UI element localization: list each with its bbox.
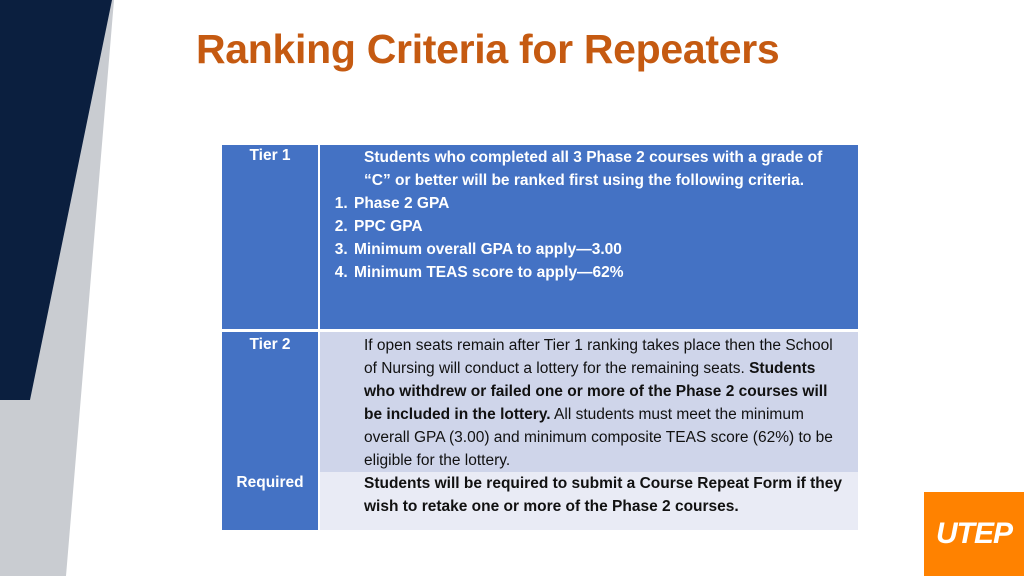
tier1-intro: Students who completed all 3 Phase 2 courses with a grade of “C” or better will be ranked first using the following criteria.: [364, 149, 823, 189]
tier1-label: Tier 1: [222, 145, 319, 331]
slide-title: Ranking Criteria for Repeaters: [196, 26, 780, 72]
criteria-item: 2. PPC GPA: [352, 215, 858, 238]
tier2-text-part2: All students must meet the minimum overall GPA (3.00) and minimum composite TEAS score (62%) to be eligible for the lottery.: [364, 406, 833, 469]
tier2-content: [319, 331, 858, 473]
utep-logo-text: UTEP: [935, 517, 1012, 550]
required-row: [222, 472, 858, 530]
criteria-item: 3. Minimum overall GPA to apply—3.00: [352, 238, 858, 261]
required-label: Required: [222, 472, 319, 530]
slide-side-decoration: [0, 0, 130, 576]
required-text: Students will be required to submit a Course Repeat Form if they wish to retake one or more of the Phase 2 courses.: [364, 475, 842, 515]
tier1-criteria-list: [320, 192, 858, 284]
tier1-content: [319, 145, 858, 331]
tier2-text-bold: Students who withdrew or failed one or more of the Phase 2 courses will be included in the lottery.: [364, 360, 828, 423]
criteria-item: 1. Phase 2 GPA: [352, 192, 858, 215]
required-content: [319, 472, 858, 530]
tier2-row: [222, 331, 858, 473]
tier1-row: [222, 145, 858, 331]
criteria-item: 4. Minimum TEAS score to apply—62%: [352, 261, 858, 284]
tier2-text-part1: If open seats remain after Tier 1 ranking takes place then the School of Nursing will conduct a lottery for the remaining seats.: [364, 337, 833, 377]
ranking-criteria-table: [222, 145, 858, 530]
utep-logo: [924, 492, 1024, 576]
tier2-label: Tier 2: [222, 331, 319, 473]
tier2-text: [320, 332, 858, 472]
